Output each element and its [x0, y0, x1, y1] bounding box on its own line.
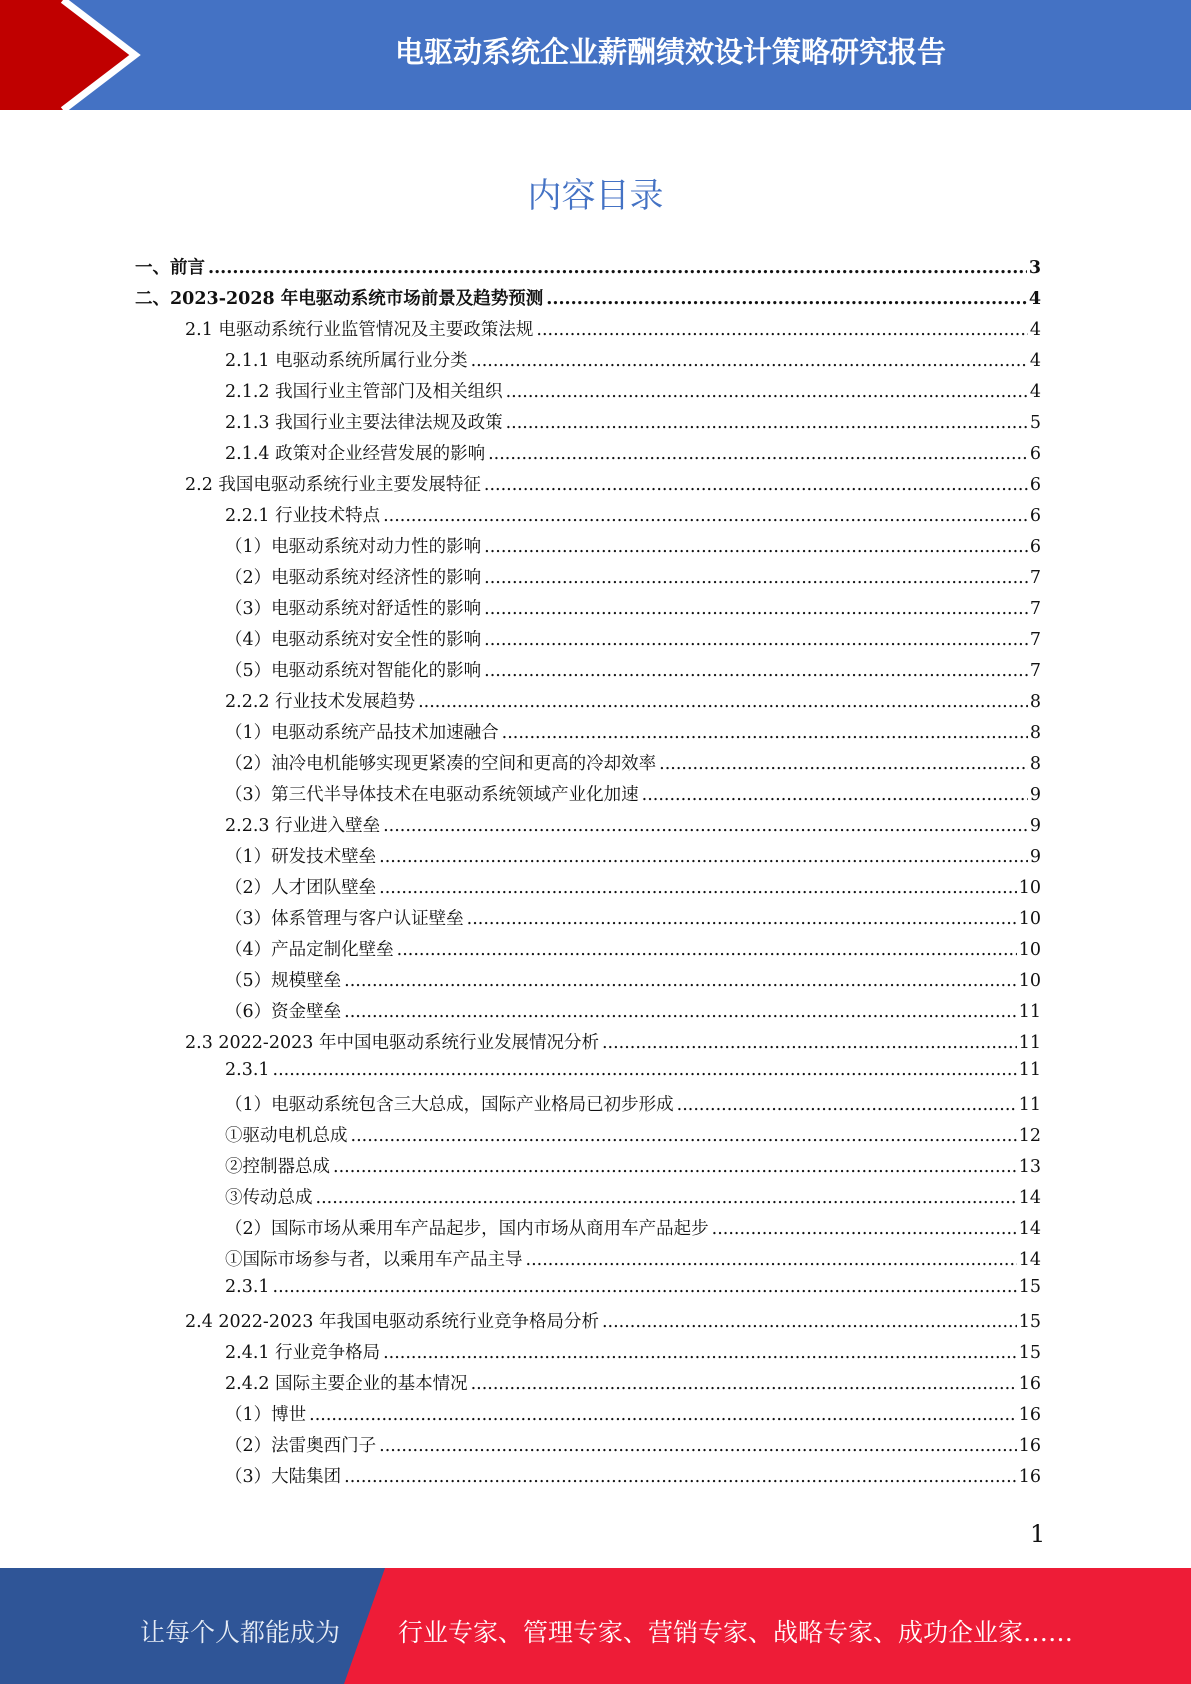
toc-entry[interactable]	[225, 595, 1041, 626]
toc-entry-label: （6）资金壁垒	[225, 1002, 342, 1022]
toc-entry-page: 8	[1029, 754, 1041, 774]
toc-entry-label: ③传动总成	[225, 1188, 313, 1208]
toc-entry-label: 2.2.2 行业技术发展趋势	[225, 692, 416, 712]
toc-entry-page: 4	[1029, 351, 1041, 371]
toc-entry-page: 11	[1018, 1060, 1041, 1080]
dot-leader	[677, 1095, 1017, 1115]
toc-entry[interactable]	[185, 316, 1041, 347]
dot-leader	[484, 475, 1028, 495]
toc-entry-label: （1）电驱动系统对动力性的影响	[225, 537, 482, 557]
toc-entry-label: ①国际市场参与者，以乘用车产品主导	[225, 1250, 523, 1270]
toc-entry-page: 10	[1018, 971, 1041, 991]
toc-entry[interactable]	[225, 1091, 1041, 1122]
toc-entry[interactable]	[185, 1308, 1041, 1339]
toc-entry-page: 16	[1018, 1405, 1041, 1425]
toc-entry-label: ①驱动电机总成	[225, 1126, 348, 1146]
toc-entry-page: 8	[1029, 723, 1041, 743]
toc-entry[interactable]	[185, 1029, 1041, 1060]
dot-leader	[471, 351, 1028, 371]
toc-entry[interactable]	[225, 1401, 1041, 1432]
toc-entry-page: 16	[1018, 1436, 1041, 1456]
dot-leader	[379, 1436, 1017, 1456]
toc-entry[interactable]	[225, 533, 1041, 564]
toc-entry-page: 6	[1029, 475, 1041, 495]
toc-entry-label: 2.1 电驱动系统行业监管情况及主要政策法规	[185, 320, 534, 340]
toc-entry[interactable]	[225, 812, 1041, 843]
dot-leader	[344, 1467, 1017, 1487]
toc-entry-label: 2.2.1 行业技术特点	[225, 506, 381, 526]
toc-entry-page: 7	[1029, 599, 1041, 619]
toc-entry-page: 12	[1018, 1126, 1041, 1146]
toc-entry[interactable]	[135, 285, 1041, 316]
toc-entry-page: 3	[1028, 258, 1041, 278]
toc-entry-label: 2.3.1	[225, 1277, 270, 1297]
toc-entry[interactable]	[225, 967, 1041, 998]
toc-entry-page: 10	[1018, 878, 1041, 898]
toc-entry[interactable]	[225, 378, 1041, 409]
toc-entry-page: 7	[1029, 630, 1041, 650]
toc-entry-label: 2.1.4 政策对企业经营发展的影响	[225, 444, 486, 464]
dot-leader	[379, 847, 1028, 867]
toc-entry-label: （5）电驱动系统对智能化的影响	[225, 661, 482, 681]
toc-entry-label: （1）研发技术壁垒	[225, 847, 377, 867]
toc-entry[interactable]	[225, 1184, 1041, 1215]
toc-entry-label: 2.4.1 行业竞争格局	[225, 1343, 381, 1363]
dot-leader	[379, 878, 1017, 898]
dot-leader	[316, 1188, 1017, 1208]
toc-entry[interactable]	[225, 1215, 1041, 1246]
dot-leader	[467, 909, 1017, 929]
toc-entry-label: （2）人才团队壁垒	[225, 878, 377, 898]
dot-leader	[488, 444, 1028, 464]
dot-leader	[484, 630, 1028, 650]
toc-entry-label: （1）电驱动系统产品技术加速融合	[225, 723, 499, 743]
dot-leader	[506, 413, 1028, 433]
header-banner	[0, 0, 1191, 110]
toc-entry[interactable]	[225, 347, 1041, 378]
toc-entry[interactable]	[225, 998, 1041, 1029]
toc-entry-page: 4	[1029, 382, 1041, 402]
toc-entry-label: 2.3 2022-2023 年中国电驱动系统行业发展情况分析	[185, 1033, 599, 1053]
toc-entry-label: （4）产品定制化壁垒	[225, 940, 394, 960]
toc-entry-page: 13	[1018, 1157, 1041, 1177]
toc-entry[interactable]	[225, 1432, 1041, 1463]
toc-entry-page: 11	[1018, 1002, 1041, 1022]
toc-entry[interactable]	[225, 1370, 1041, 1401]
footer-banner	[0, 1568, 1191, 1684]
dot-leader	[602, 1033, 1017, 1053]
toc-entry-label: （2）国际市场从乘用车产品起步，国内市场从商用车产品起步	[225, 1219, 709, 1239]
dot-leader	[208, 258, 1027, 278]
toc-entry-page: 14	[1018, 1188, 1041, 1208]
toc-entry[interactable]	[225, 1463, 1041, 1494]
toc-entry-page: 16	[1018, 1374, 1041, 1394]
toc-entry-label: 2.1.3 我国行业主要法律法规及政策	[225, 413, 503, 433]
dot-leader	[536, 320, 1027, 340]
toc-entry[interactable]	[225, 1339, 1041, 1370]
toc-entry-label: （3）电驱动系统对舒适性的影响	[225, 599, 482, 619]
toc-entry-label: （2）电驱动系统对经济性的影响	[225, 568, 482, 588]
toc-entry-label: 2.4 2022-2023 年我国电驱动系统行业竞争格局分析	[185, 1312, 599, 1332]
dot-leader	[383, 506, 1028, 526]
toc-entry-label: 一、前言	[135, 258, 205, 278]
toc-entry-label: 2.3.1	[225, 1060, 270, 1080]
toc-entry[interactable]	[225, 1277, 1041, 1308]
toc-entry-page: 9	[1029, 785, 1041, 805]
toc-entry-page: 10	[1018, 909, 1041, 929]
toc-entry-label: （4）电驱动系统对安全性的影响	[225, 630, 482, 650]
dot-leader	[273, 1060, 1017, 1080]
toc-entry-page: 4	[1028, 289, 1041, 309]
dot-leader	[309, 1405, 1017, 1425]
dot-leader	[383, 816, 1028, 836]
toc-entry[interactable]	[225, 688, 1041, 719]
toc-entry-page: 7	[1029, 661, 1041, 681]
toc-entry-label: （3）体系管理与客户认证壁垒	[225, 909, 464, 929]
dot-leader	[484, 568, 1028, 588]
toc-entry-label: （5）规模壁垒	[225, 971, 342, 991]
toc-entry[interactable]	[225, 781, 1041, 812]
dot-leader	[484, 599, 1028, 619]
toc-entry-label: （1）博世	[225, 1405, 307, 1425]
toc-entry[interactable]	[225, 502, 1041, 533]
toc-entry-page: 9	[1029, 847, 1041, 867]
toc-entry[interactable]	[225, 719, 1041, 750]
dot-leader	[642, 785, 1028, 805]
dot-leader	[418, 692, 1028, 712]
toc-entry[interactable]	[225, 1153, 1041, 1184]
dot-leader	[344, 1002, 1017, 1022]
toc-entry-label: 2.1.2 我国行业主管部门及相关组织	[225, 382, 503, 402]
dot-leader	[273, 1277, 1017, 1297]
page-number: 1	[1030, 1520, 1046, 1548]
dot-leader	[383, 1343, 1017, 1363]
toc-entry[interactable]	[225, 874, 1041, 905]
toc-entry-label: ②控制器总成	[225, 1157, 330, 1177]
toc-entry-page: 14	[1018, 1250, 1041, 1270]
footer-slogan-right: 行业专家、管理专家、营销专家、战略专家、成功企业家……	[398, 1618, 1074, 1647]
toc-entry[interactable]	[225, 1122, 1041, 1153]
dot-leader	[502, 723, 1028, 743]
dot-leader	[351, 1126, 1017, 1146]
toc-entry-page: 15	[1018, 1343, 1041, 1363]
dot-leader	[526, 1250, 1017, 1270]
report-title: 电驱动系统企业薪酬绩效设计策略研究报告	[394, 35, 946, 69]
toc-entry-page: 7	[1029, 568, 1041, 588]
toc-entry-page: 11	[1018, 1095, 1041, 1115]
toc-entry[interactable]	[225, 936, 1041, 967]
dot-leader	[602, 1312, 1017, 1332]
footer-slogan-left: 让每个人都能成为	[140, 1618, 341, 1647]
toc-entry-label: 2.2 我国电驱动系统行业主要发展特征	[185, 475, 481, 495]
toc-entry[interactable]	[135, 254, 1041, 285]
page-title: 内容目录	[527, 176, 664, 216]
dot-leader	[333, 1157, 1017, 1177]
toc-entry-label: 2.2.3 行业进入壁垒	[225, 816, 381, 836]
toc-entry-label: （2）法雷奥西门子	[225, 1436, 377, 1456]
dot-leader	[546, 289, 1027, 309]
toc-entry-label: （1）电驱动系统包含三大总成，国际产业格局已初步形成	[225, 1095, 674, 1115]
toc-entry[interactable]	[225, 1060, 1041, 1091]
dot-leader	[397, 940, 1017, 960]
toc-entry[interactable]	[225, 905, 1041, 936]
toc-entry[interactable]	[225, 1246, 1041, 1277]
toc-entry-page: 16	[1018, 1467, 1041, 1487]
toc-entry-page: 10	[1018, 940, 1041, 960]
toc-entry[interactable]	[225, 843, 1041, 874]
toc-entry-page: 5	[1029, 413, 1041, 433]
toc-entry[interactable]	[185, 471, 1041, 502]
toc-entry-page: 6	[1029, 506, 1041, 526]
toc-entry-label: 2.1.1 电驱动系统所属行业分类	[225, 351, 468, 371]
toc-entry-page: 8	[1029, 692, 1041, 712]
dot-leader	[659, 754, 1028, 774]
toc-entry-page: 4	[1029, 320, 1041, 340]
toc-entry-page: 9	[1029, 816, 1041, 836]
dot-leader	[506, 382, 1028, 402]
toc-entry-label: 2.4.2 国际主要企业的基本情况	[225, 1374, 468, 1394]
toc-entry-label: （2）油冷电机能够实现更紧凑的空间和更高的冷却效率	[225, 754, 657, 774]
dot-leader	[484, 661, 1028, 681]
toc-entry[interactable]	[225, 626, 1041, 657]
toc-entry[interactable]	[225, 750, 1041, 781]
dot-leader	[484, 537, 1028, 557]
toc-entry-label: （3）大陆集团	[225, 1467, 342, 1487]
dot-leader	[344, 971, 1017, 991]
toc-entry[interactable]	[225, 564, 1041, 595]
toc-entry[interactable]	[225, 657, 1041, 688]
toc-entry-page: 14	[1018, 1219, 1041, 1239]
toc-entry-page: 11	[1018, 1033, 1041, 1053]
toc-entry[interactable]	[225, 409, 1041, 440]
toc-entry-page: 15	[1018, 1277, 1041, 1297]
toc-entry-page: 6	[1029, 444, 1041, 464]
toc-entry-label: （3）第三代半导体技术在电驱动系统领域产业化加速	[225, 785, 639, 805]
toc-entry-page: 6	[1029, 537, 1041, 557]
dot-leader	[471, 1374, 1017, 1394]
dot-leader	[712, 1219, 1017, 1239]
toc-entry[interactable]	[225, 440, 1041, 471]
toc-entry-label: 二、2023-2028 年电驱动系统市场前景及趋势预测	[135, 289, 544, 309]
arrow-decoration-icon	[0, 0, 160, 110]
toc-entry-page: 15	[1018, 1312, 1041, 1332]
